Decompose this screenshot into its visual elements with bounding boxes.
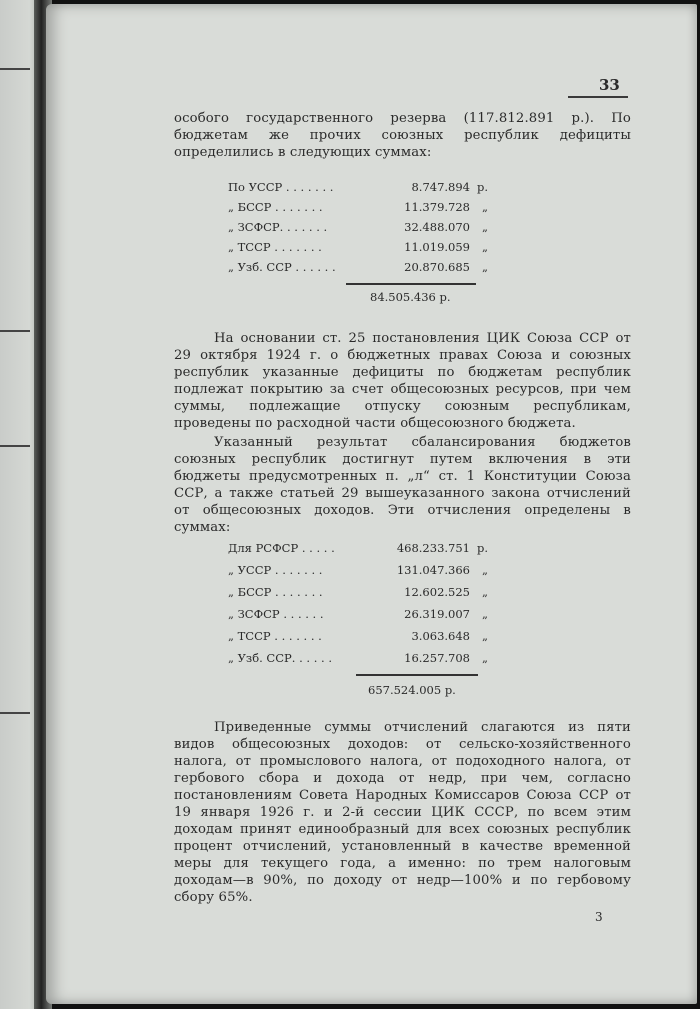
signature-mark: 3: [595, 910, 603, 924]
paragraph-balancing: Указанный результат сбалансирования бюджетов союзных республик достигнут путем включения в эти бюджеты предусмотренных п. „л“ ст. 1 Конституции Союза ССР, а также статьей 29 вышеуказанного закона отчислений от общесоюзных доходов. Эти отчисления определены в суммах:: [174, 435, 631, 535]
table-row: [228, 629, 488, 647]
row-label: „ ЗСФСР. . . . . . .: [228, 220, 328, 234]
facing-page-rule: [0, 712, 30, 714]
row-unit: р.: [476, 541, 488, 555]
table-row: [228, 651, 488, 669]
row-value: 16.257.708: [404, 651, 470, 665]
allocations-total: 657.524.005 р.: [368, 683, 456, 697]
row-label: Для РСФСР . . . . .: [228, 541, 335, 555]
row-value: 131.047.366: [396, 563, 470, 577]
table-row: [228, 541, 488, 559]
row-label: „ УССР . . . . . . .: [228, 563, 323, 577]
row-unit: „: [482, 240, 488, 254]
row-label: „ ЗСФСР . . . . . .: [228, 607, 324, 621]
row-label: „ БССР . . . . . . .: [228, 200, 323, 214]
row-label: „ Узб. ССР. . . . . .: [228, 651, 332, 665]
row-value: 12.602.525: [404, 585, 470, 599]
row-value: 26.319.007: [404, 607, 470, 621]
row-unit: р.: [476, 180, 488, 194]
row-value: 32.488.070: [404, 220, 470, 234]
row-label: По УССР . . . . . . .: [228, 180, 334, 194]
table-row: [228, 220, 488, 238]
row-label: „ ТССР . . . . . . .: [228, 240, 322, 254]
book-page: [46, 4, 697, 1004]
table-row: [228, 200, 488, 218]
row-unit: „: [482, 629, 488, 643]
table-row: [228, 563, 488, 581]
table-row: [228, 180, 488, 198]
row-unit: „: [482, 651, 488, 665]
page-number-rule: [568, 96, 628, 98]
table-row: [228, 585, 488, 603]
row-value: 468.233.751: [396, 541, 470, 555]
row-label: „ Узб. ССР . . . . . .: [228, 260, 336, 274]
sum-rule: [346, 283, 476, 285]
row-unit: „: [482, 200, 488, 214]
facing-page-rule: [0, 330, 30, 332]
page-number: 33: [599, 76, 620, 94]
row-value: 8.747.894: [411, 180, 470, 194]
row-value: 3.063.648: [411, 629, 470, 643]
sum-rule: [356, 674, 478, 676]
row-value: 11.019.059: [404, 240, 470, 254]
paragraph-deficits-intro: особого государственного резерва (117.812.891 р.). По бюджетам же прочих союзных республик дефициты определились в следующих суммах:: [174, 111, 631, 160]
row-label: „ БССР . . . . . . .: [228, 585, 323, 599]
paragraph-legal-basis: На основании ст. 25 постановления ЦИК Союза ССР от 29 октября 1924 г. о бюджетных правах Союза и союзных республик указанные дефициты по бюджетам республик подлежат покрытию за счет общесоюзных ресурсов, при чем суммы, подлежащие отпуску союзным республикам, проведены по расходной части общесоюзного бюджета.: [174, 331, 631, 431]
table-row: [228, 240, 488, 258]
row-unit: „: [482, 220, 488, 234]
row-unit: „: [482, 260, 488, 274]
facing-page-rule: [0, 68, 30, 70]
deficits-total: 84.505.436 р.: [370, 290, 451, 304]
row-value: 11.379.728: [404, 200, 470, 214]
row-unit: „: [482, 585, 488, 599]
paragraph-revenue-sources: Приведенные суммы отчислений слагаются из пяти видов общесоюзных доходов: от сельско-хозяйственного налога, от промыслового налога, от подоходного налога, от гербового сбора и дохода от недр, при чем, согласно постановлениям Совета Народных Комиссаров Союза ССР от 19 января 1926 г. и 2-й сессии ЦИК СССР, по всем этим доходам принят единообразный для всех союзных республик процент отчислений, установленный в качестве временной меры для текущего года, а именно: по трем налоговым доходам—в 90%, по доходу от недр—100% и по гербовому сбору 65%.: [174, 720, 631, 905]
table-row: [228, 260, 488, 278]
row-label: „ ТССР . . . . . . .: [228, 629, 322, 643]
facing-page-rule: [0, 445, 30, 447]
row-unit: „: [482, 563, 488, 577]
row-unit: „: [482, 607, 488, 621]
table-row: [228, 607, 488, 625]
row-value: 20.870.685: [404, 260, 470, 274]
